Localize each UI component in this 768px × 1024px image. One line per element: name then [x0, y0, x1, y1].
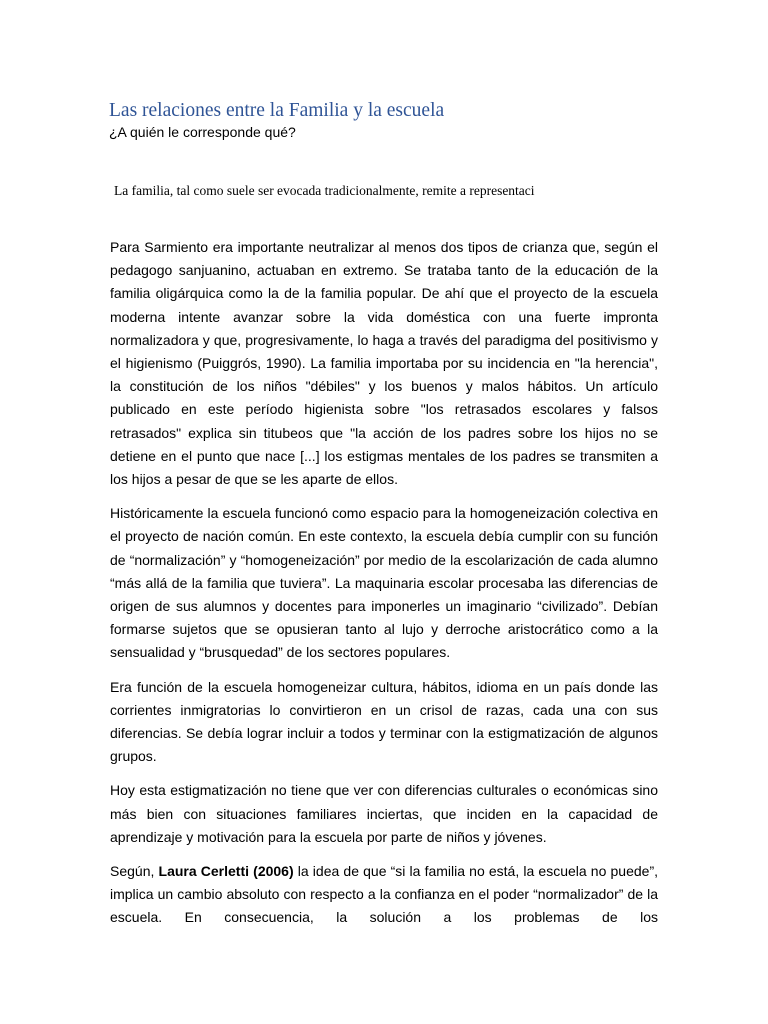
- paragraph-cerletti: [110, 860, 658, 930]
- cerletti-lead-text: Según,: [110, 863, 155, 880]
- author-citation: Laura Cerletti (2006): [158, 863, 294, 880]
- document-body: [110, 236, 658, 941]
- intro-line: La familia, tal como suele ser evocada tradicionalmente, remite a representaci: [114, 183, 535, 198]
- paragraph-sarmiento: Para Sarmiento era importante neutralizar al menos dos tipos de crianza que, según el pedagogo sanjuanino, actuaban en extremo. Se trataba tanto de la educación de la familia oligárquica como la de la familia popular. De ahí que el proyecto de la escuela moderna intente avanzar sobre la vida doméstica con una fuerte impronta normalizadora y que, progresivamente, lo haga a través del paradigma del positivismo y el higienismo (Puiggrós, 1990). La familia importaba por su incidencia en "la herencia", la constitución de los niños "débiles" y los buenos y malos hábitos. Un artículo publicado en este período higienista sobre "los retrasados escolares y falsos retrasados" explica sin titubeos que "la acción de los padres sobre los hijos no se detiene en el punto que nace [...] los estigmas mentales de los padres se transmiten a los hijos a pesar de que se les aparte de ellos.: [110, 239, 658, 488]
- cerletti-body-text: la idea de que “si la familia no está, la escuela no puede”, implica un cambio absoluto con respecto a la confianza en el poder “normalizador” de la escuela. En consecuencia, la solución a los problemas de los: [110, 863, 658, 926]
- paragraph-historicamente: Históricamente la escuela funcionó como espacio para la homogeneización colectiva en el proyecto de nación común. En este contexto, la escuela debía cumplir con su función de “normalización” y “homogeneización” por medio de la escolarización de cada alumno “más allá de la familia que tuviera”. La maquinaria escolar procesaba las diferencias de origen de sus alumnos y docentes para imponerles un imaginario “civilizado”. Debían formarse sujetos que se opusieran tanto al lujo y derroche aristocrático como a la sensualidad y “brusquedad” de los sectores populares.: [110, 505, 658, 661]
- document-subtitle: ¿A quién le corresponde qué?: [109, 124, 296, 140]
- paragraph-estigmatizacion: Hoy esta estigmatización no tiene que ver con diferencias culturales o económicas sino más bien con situaciones familiares inciertas, que inciden en la capacidad de aprendizaje y motivación para la escuela por parte de niños y jóvenes.: [110, 782, 658, 845]
- document-title: Las relaciones entre la Familia y la escuela: [109, 100, 445, 121]
- paragraph-funcion-escuela: Era función de la escuela homogeneizar cultura, hábitos, idioma en un país donde las corrientes inmigratorias lo convirtieron en un crisol de razas, cada una con sus diferencias. Se debía lograr incluir a todos y terminar con la estigmatización de algunos grupos.: [110, 678, 658, 765]
